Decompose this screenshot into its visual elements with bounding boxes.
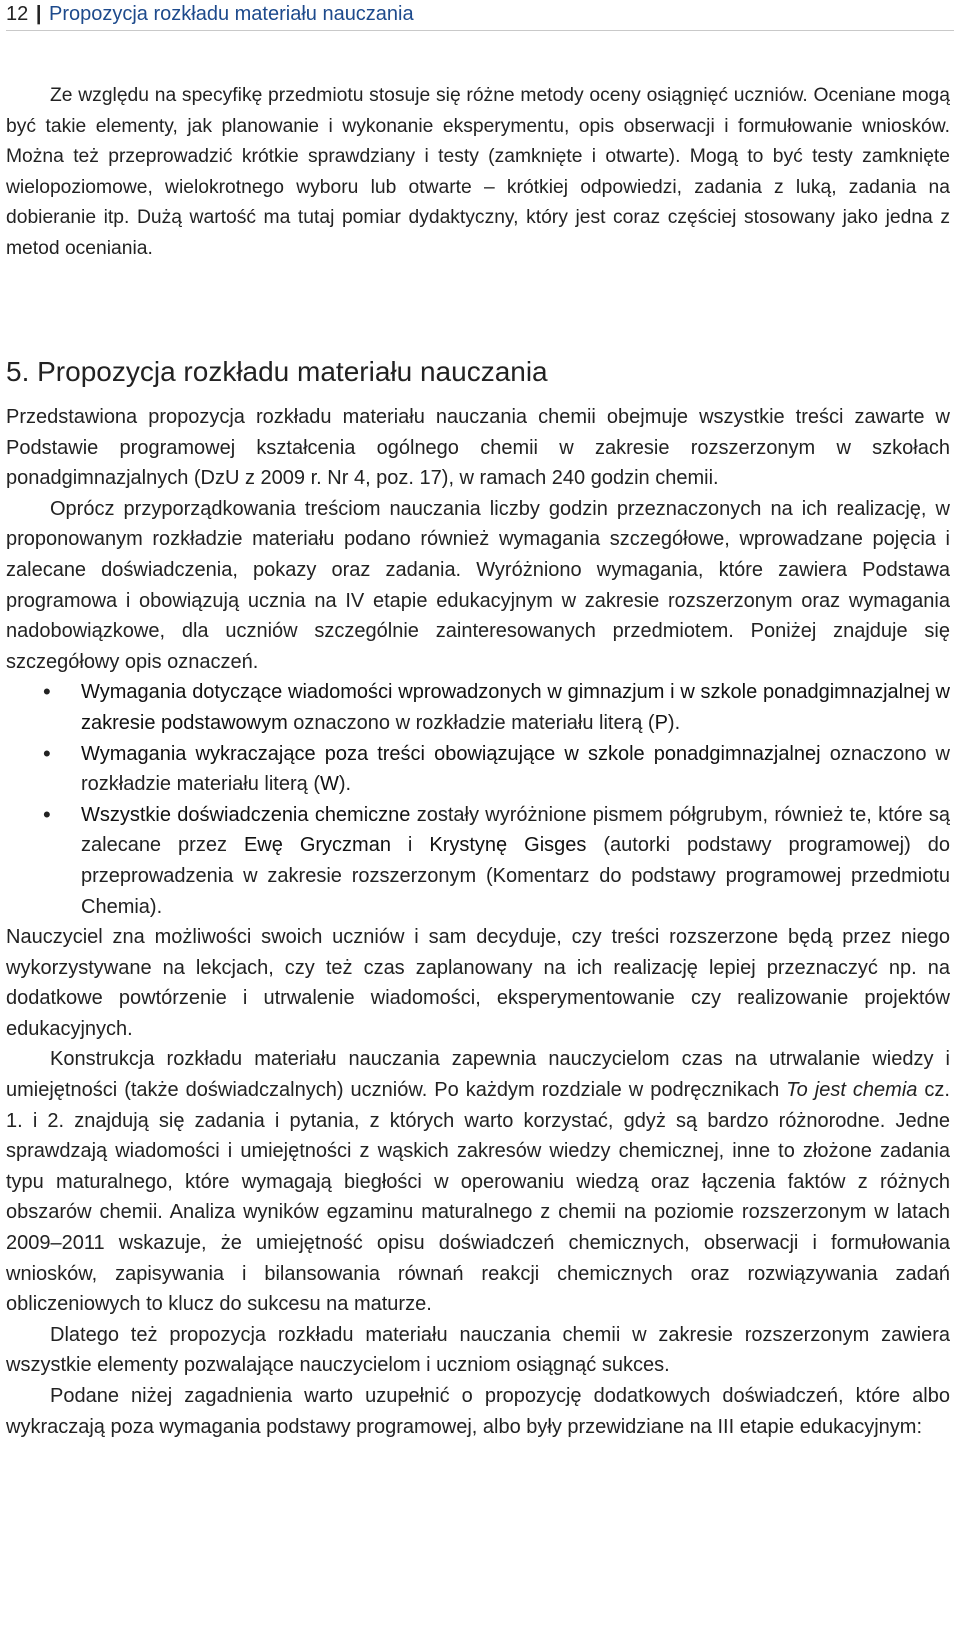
section-heading: 5. Propozycja rozkładu materiału nauczania bbox=[6, 356, 548, 387]
running-title: Propozycja rozkładu materiału nauczania bbox=[48, 3, 414, 25]
paragraph-4 bbox=[6, 1044, 950, 1319]
page-number: 12 bbox=[6, 3, 29, 25]
bullet-icon: • bbox=[43, 679, 51, 705]
list-item-lead: Wymagania dotyczące wiadomości wprowadzonych w gimnazjum i w szkole ponadgimnazjalnej w zakresie podstawowym bbox=[81, 681, 950, 734]
author-name: Krystynę Gisges bbox=[429, 834, 587, 857]
page-header bbox=[6, 0, 954, 31]
conjunction: i bbox=[390, 834, 430, 857]
list-item-lead: Wszystkie doświadczenia chemiczne bbox=[81, 803, 411, 826]
bullet-icon: • bbox=[43, 801, 51, 827]
list-item-text-end: (autorki podstawy programowej) do przeprowadzenia w zakresie rozszerzonym (Komentarz do podstawy programowej przedmiotu Chemia). bbox=[81, 834, 951, 918]
author-name: Ewę Gryczman bbox=[243, 834, 391, 857]
list-item-text: zostały wyróżnione pismem półgrubym, również te, które są zalecane przez bbox=[81, 803, 951, 857]
paragraph-1: Przedstawiona propozycja rozkładu materiału nauczania chemii obejmuje wszystkie treści zawarte w Podstawie programowej kształcenia ogólnego chemii w zakresie rozszerzonym w szkołach ponadgimnazjalnych (DzU z 2009 r. Nr 4, poz. 17), w ramach 240 godzin chemii. bbox=[6, 406, 950, 490]
paragraph-6: Podane niżej zagadnienia warto uzupełnić o propozycję dodatkowych doświadczeń, które albo wykraczają poza wymagania podstawy programowej, albo były przewidziane na III etapie edukacyjnym: bbox=[6, 1385, 950, 1438]
bullet-icon: • bbox=[43, 740, 51, 766]
intro-section bbox=[6, 81, 950, 265]
list-item-text-end: ). bbox=[338, 773, 352, 796]
list-item bbox=[6, 677, 950, 738]
book-title: To jest chemia bbox=[786, 1079, 918, 1102]
paragraph-4-end: cz. 1. i 2. znajdują się zadania i pytania, z których warto korzystać, gdyż są bardzo różnorodne. Jedne sprawdzają wiadomości i umiejętności z wąskich zakresów wiedzy chemicznej, inne to złożone zadania typu maturalnego, które wymagają biegłości w operowaniu wiedzą oraz łączenia faktów z różnych obszarów chemii. Analiza wyników egzaminu maturalnego z chemii na poziomie rozszerzonym w latach 2009–2011 wskazuje, że umiejętność opisu doświadczeń chemicznych, obserwacji i formułowania wniosków, zapisywania i bilansowania równań reakcji chemicznych oraz rozwiązywania zadań obliczeniowych to klucz do sukcesu na maturze. bbox=[6, 1079, 950, 1316]
list-item-text: oznaczono w rozkładzie materiału literą ( bbox=[287, 711, 655, 734]
paragraph-3: Nauczyciel zna możliwości swoich uczniów i sam decyduje, czy treści rozszerzone będą przez niego wykorzystywane na lekcjach, czy też czas zaplanowany na ich realizację lepiej przeznaczyć np. na dodatkowe powtórzenie i utrwalenie wiadomości, eksperymentowanie czy realizowanie projektów edukacyjnych. bbox=[6, 926, 950, 1040]
paragraph-4-start: Konstrukcja rozkładu materiału nauczania zapewnia nauczycielom czas na utrwalanie wiedzy i umiejętności (także doświadczalnych) uczniów. Po każdym rozdziale w podręcznikach bbox=[6, 1048, 950, 1102]
paragraph-2: Oprócz przyporządkowania treściom nauczania liczby godzin przeznaczonych na ich realizację, w proponowanym rozkładzie materiału podano również wymagania szczegółowe, wprowadzane pojęcia i zalecane doświadczenia, pokazy oraz zadania. Wyróżniono wymagania, które zawiera Podstawa programowa i obowiązują ucznia na IV etapie edukacyjnym w zakresie rozszerzonym oraz wymagania nadobowiązkowe, dla uczniów szczególnie zainteresowanych przedmiotem. Poniżej znajduje się szczegółowy opis oznaczeń. bbox=[6, 497, 950, 673]
requirements-list bbox=[6, 677, 950, 922]
paragraph-5: Dlatego też propozycja rozkładu materiału nauczania chemii w zakresie rozszerzonym zawiera wszystkie elementy pozwalające nauczycielom i uczniom osiągnąć sukces. bbox=[6, 1323, 950, 1377]
list-item-code: P bbox=[654, 711, 668, 734]
section-body bbox=[6, 402, 950, 1442]
intro-paragraph: Ze względu na specyfikę przedmiotu stosuje się różne metody oceny osiągnięć uczniów. Oceniane mogą być takie elementy, jak planowanie i wykonanie eksperymentu, opis obserwacji i formułowanie wniosków. Można też przeprowadzić krótkie sprawdziany i testy (zamknięte i otwarte). Mogą to być testy zamknięte wielopoziomowe, wielokrotnego wyboru lub otwarte – krótkiej odpowiedzi, zadania z luką, zadania na dobieranie itp. Dużą wartość ma tutaj pomiar dydaktyczny, który jest coraz częściej stosowany jako jedna z metod oceniania. bbox=[6, 85, 950, 259]
list-item bbox=[6, 800, 950, 922]
list-item-text-end: ). bbox=[667, 711, 681, 734]
list-item bbox=[6, 739, 950, 800]
list-item-text: oznaczono w rozkładzie materiału literą ( bbox=[81, 742, 951, 796]
header-separator: | bbox=[35, 3, 42, 25]
list-item-lead: Wymagania wykraczające poza treści obowiązujące w szkole ponadgimnazjalnej bbox=[81, 742, 821, 765]
list-item-code: W bbox=[319, 773, 339, 796]
